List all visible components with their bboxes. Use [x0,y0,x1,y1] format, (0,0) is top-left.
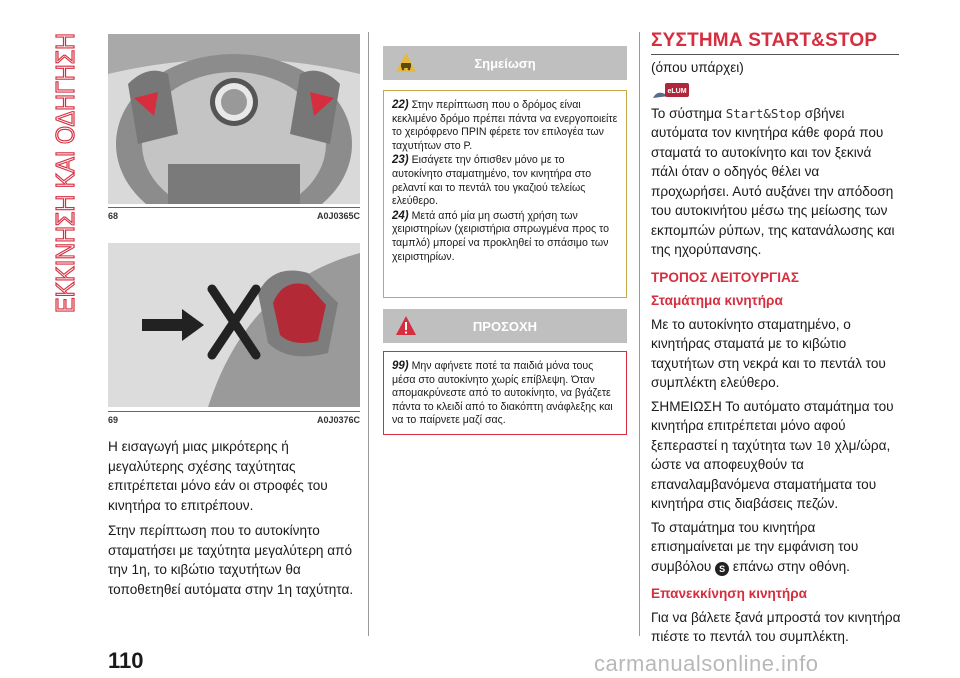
warning-box [383,351,627,435]
paragraph: Η εισαγωγή μιας μικρότερης ή μεγαλύτερης σχέσης ταχύτητας επιτρέπεται μόνο εάν οι στροφές του κινητήρα το επιτρέπουν. [108,439,328,513]
signal-paragraph: Το σταμάτημα του κινητήρα επισημαίνεται με την εμφάνιση του συμβόλου S επάνω στην οθόνη. [651,519,859,574]
figure-code: A0J0376C [316,415,360,425]
note-item: 23) Εισάγετε την όπισθεν μόνο με το αυτοκίνητο σταματημένο, τον κινητήρα στο ρελαντί και το πεντάλ του γκαζιού τελείως ελεύθερο. [392,154,592,208]
right-column [651,58,901,651]
section-subtitle: (όπου υπάρχει) [651,60,744,75]
chapter-title-text: ΕΚΚΙΝΗΣΗ ΚΑΙ ΟΔΗΓΗΣΗ [50,28,80,313]
section-title: ΣΥΣΤΗΜΑ START&STOP [651,30,899,55]
figure-paddle-shifter [108,243,360,407]
figure-number: 68 [108,211,119,221]
start-stop-symbol-icon: S [715,562,729,576]
figure-caption [108,411,360,425]
heading-restart: Επανεκκίνηση κινητήρα [651,586,808,601]
column-divider [639,32,640,636]
note-item: 22) Στην περίπτωση που ο δρόμος είναι κεκλιμένο δρόμο πρέπει πάντα να ενεργοποιείτε το χειρόφρενο ΠΡΙΝ φέρετε τον επιλογέα των ταχυτήτων στο P. [392,99,618,152]
heading-modes: ΤΡΟΠΟΣ ΛΕΙΤΟΥΡΓΙΑΣ [651,269,799,285]
elum-badge-icon [651,82,691,102]
left-body-text [108,437,360,605]
warning-title: ΠΡΟΣΟΧΗ [472,319,538,334]
heading-stop: Σταμάτημα κινητήρα [651,293,783,308]
figure-number: 69 [108,415,119,425]
watermark: carmanualsonline.info [594,651,819,676]
note-title: Σημείωση [474,56,536,71]
note-box [383,90,627,298]
warning-header [383,309,627,343]
figure-steering-wheel [108,34,360,204]
chapter-side-title [32,28,88,313]
page-number: 110 [108,648,144,673]
note-paragraph: ΣΗΜΕΙΩΣΗ Το αυτόματο σταμάτημα του κινητήρα επιτρέπεται μόνο αφού ξεπεραστεί η ταχύτητα των 10 χλμ/ώρα, ώστε να αποφευχθούν τα επαναλαμβανόμενα σταματήματα του κινητήρα στις διαβάσεις πεζών. [651,398,894,511]
badge-row [651,82,901,104]
figure-code: A0J0365C [316,211,360,221]
warning-item: 99) Μην αφήνετε ποτέ τα παιδιά μόνα τους μέσα στο αυτοκίνητο χωρίς επίβλεψη. Όταν απομακρύνεστε από το αυτοκίνητο, να βγάζετε πάντα το κλειδί από το διακόπτη ανάφλεξης και να το παίρνετε μαζί σας. [392,360,613,427]
note-item: 24) Μετά από μία μη σωστή χρήση των χειριστηρίων (χειριστήρια σπρωγμένα προς το ταμπλό) μπορεί να προκληθεί το σπάσιμο των χειριστηρίων. [392,209,609,263]
intro-paragraph: Το σύστημα Start&Stop σβήνει αυτόματα τον κινητήρα κάθε φορά που σταματά το αυτοκίνητο και τον ξεκινά πάλι όταν ο οδηγός θέλει να προχωρήσει. Αυτό αυξάνει την απόδοση του αυτοκινήτου μέσω της μείωσης των εκπομπών ρύπων, της κατανάλωσης και της ηχορύπανσης. [651,105,895,257]
column-divider [368,32,369,636]
note-header [383,46,627,80]
paragraph: Στην περίπτωση που το αυτοκίνητο σταματήσει με ταχύτητα μεγαλύτερη από την 1η, το κιβώτιο ταχυτήτων θα τοποθετηθεί αυτόματα στην 1η ταχύτητα. [108,523,354,597]
stop-paragraph: Με το αυτοκίνητο σταματημένο, ο κινητήρας σταματά με το κιβώτιο ταχυτήτων στη νεκρά και το πεντάλ του συμπλέκτη ελεύθερο. [651,316,886,390]
badge-label: eLUM [667,87,687,95]
figure-caption [108,207,360,221]
restart-paragraph: Για να βάλετε ξανά μπροστά τον κινητήρα πιέστε το πεντάλ του συμπλέκτη. [651,609,901,644]
